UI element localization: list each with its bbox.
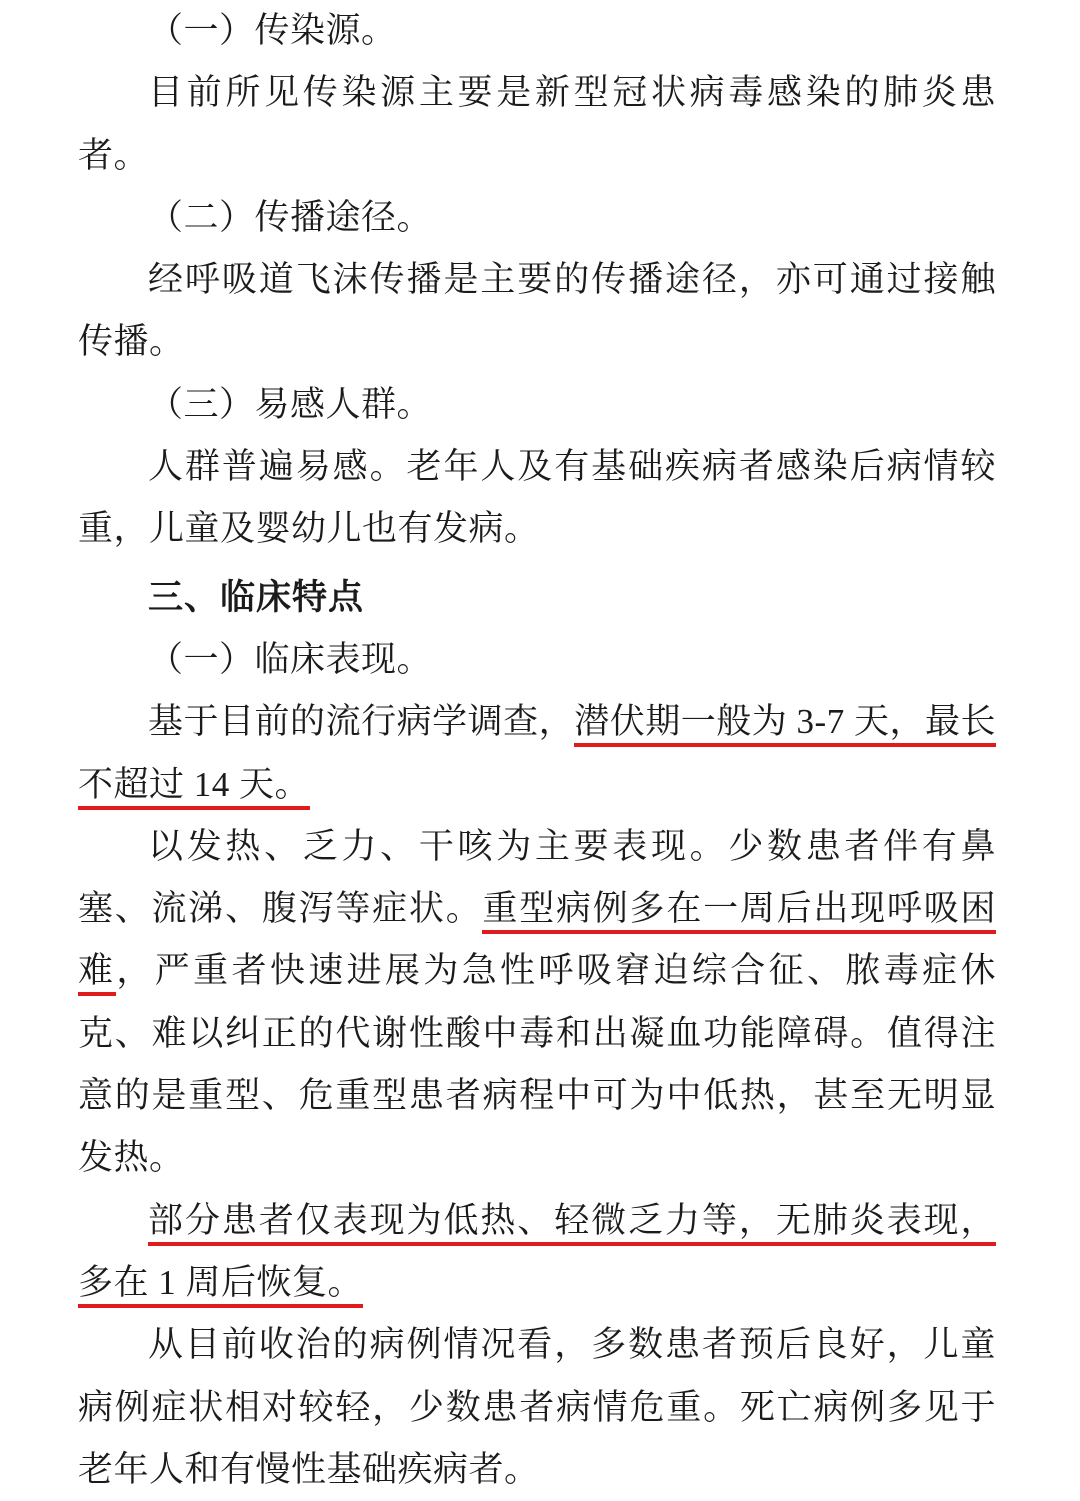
section-label-susceptible-population: （三）易感人群。 bbox=[148, 384, 433, 424]
severe-case-highlight-text: 重型病例多在一周后出现呼吸困难 bbox=[78, 889, 996, 996]
incubation-highlight-text: 潜伏期一般为 3-7 天，最长不超过 14 天。 bbox=[78, 702, 996, 809]
paragraph-transmission-source: 目前所见传染源主要是新型冠状病毒感染的肺炎患者。 bbox=[78, 73, 996, 175]
paragraph-susceptible-population: 人群普遍易感。老年人及有基础疾病者感染后病情较重，儿童及婴幼儿也有发病。 bbox=[78, 447, 996, 549]
incubation-lead-text: 基于目前的流行病学调查， bbox=[148, 702, 575, 742]
section-label-clinical-manifestation: （一）临床表现。 bbox=[148, 639, 433, 679]
symptoms-lead-text: 以发热、乏力、干咳为主要表现。少数患者伴有鼻塞、流涕、腹泻等症状。 bbox=[78, 826, 996, 929]
section-label-transmission-source: （一）传染源。 bbox=[148, 11, 397, 50]
paragraph-symptoms bbox=[78, 816, 996, 1190]
symptoms-tail-text: ，严重者快速进展为急性呼吸窘迫综合征、脓毒症休克、难以纠正的代谢性酸中毒和出凝血功能障碍。值得注意的是重型、危重型患者病程中可为中低热，甚至无明显发热。 bbox=[78, 951, 996, 1178]
paragraph-incubation-period bbox=[78, 691, 996, 816]
mild-case-highlight-text: 部分患者仅表现为低热、轻微乏力等，无肺炎表现，多在 1 周后恢复。 bbox=[78, 1201, 996, 1308]
paragraph-transmission-route: 经呼吸道飞沫传播是主要的传播途径，亦可通过接触传播。 bbox=[78, 260, 996, 362]
paragraph-mild-cases bbox=[78, 1190, 996, 1315]
paragraph-prognosis: 从目前收治的病例情况看，多数患者预后良好，儿童病例症状相对较轻，少数患者病情危重。死亡病例多见于老年人和有慢性基础疾病者。 bbox=[78, 1325, 996, 1489]
heading-clinical-features: 三、临床特点 bbox=[148, 577, 365, 617]
section-label-transmission-route: （二）传播途径。 bbox=[148, 197, 433, 237]
